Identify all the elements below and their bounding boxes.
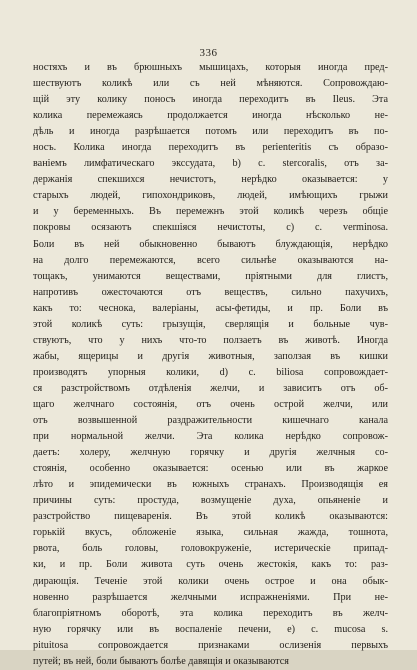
text-line: дирающія. Теченіе этой колики очень острое и она обык- xyxy=(33,575,388,587)
page-number: 336 xyxy=(199,47,218,59)
text-line: причины суть: простуда, возмущеніе духа, опьяненіе и xyxy=(33,495,388,507)
text-line: лѣто и эпидемически въ южныхъ странахъ. Производящія ея xyxy=(33,479,388,491)
text-line: производятъ упорныя колики, d) с. biliosa сопровождает- xyxy=(33,366,388,378)
text-line: благопріятномъ оборотѣ, эта колика переходитъ въ желч- xyxy=(33,607,388,619)
text-line: покровы осязаютъ спекшіяся нечистоты, c) с. verminosa. xyxy=(33,222,388,234)
text-line: и у беременныхъ. Въ перемежнъ этой коликѣ черезъ общіе xyxy=(33,206,388,218)
text-line: дѣль и иногда разрѣшается потомъ или переходитъ въ по- xyxy=(33,126,388,138)
text-line: стоянія, особенно оказывается: осенью или въ жаркое xyxy=(33,463,388,475)
text-line: при нормальной желчи. Эта колика нерѣдко сопровож- xyxy=(33,431,388,443)
text-line: держанія спекшихся нечистотъ, нерѣдко оказывается: у xyxy=(33,174,388,186)
text-line: ностяхъ и въ брюшныхъ мышицахъ, которыя иногда пред- xyxy=(33,62,388,73)
text-line: носъ. Колика иногда переходитъ въ perienteritis съ образо- xyxy=(33,142,388,154)
text-line: ствуютъ, что у нихъ что-то ползаетъ въ животѣ. Иногда xyxy=(33,334,388,346)
text-line: ваніемъ лимфатическаго экссудата, b) с. stercoralis, отъ за- xyxy=(33,158,388,170)
text-line: напротивъ ожесточаются отъ веществъ, сильно пахучихъ, xyxy=(33,286,388,298)
text-line: старыхъ людей, гипохондриковъ, людей, имѣющихъ грыжи xyxy=(33,190,388,202)
body-text xyxy=(33,60,388,670)
text-line: щаго желчнаго состоянія, отъ очень острой желчи, или xyxy=(33,398,388,410)
text-line: путей; въ ней, боли бываютъ болѣе давящія и оказываются xyxy=(33,655,289,667)
text-line: разстройство пищеваренія. Въ этой коликѣ оказываются: xyxy=(33,511,388,523)
text-line: отъ возвышенной раздражительности кишечнаго канала xyxy=(33,415,388,427)
text-line: ся разстройствомъ отдѣленія желчи, и зависитъ отъ об- xyxy=(33,382,388,394)
text-line: ную горячку или въ воспаленіе печени, е) с. mucosa s. xyxy=(33,623,388,635)
text-line: щій эту колику поносъ иногда переходитъ въ Ileus. Эта xyxy=(33,94,388,106)
text-line: рвота, боль головы, головокруженіе, истерическіе припад- xyxy=(33,543,388,555)
text-line: pituitosa сопровождается признаками ослизенія первыхъ xyxy=(33,639,388,651)
text-line: горькій вкусъ, обложеніе языка, сильная жажда, тошнота, xyxy=(33,527,388,539)
text-line: Боли въ ней обыкновенно бываютъ блуждающія, нерѣдко xyxy=(33,238,388,250)
text-line: жабы, ящерицы и другія животныя, заползая въ кишки xyxy=(33,350,388,362)
text-line: колика перемежаясь продолжается иногда нѣсколько не- xyxy=(33,110,388,122)
text-line: этой коликѣ суть: грызущія, сверлящія и больные чув- xyxy=(33,318,388,330)
text-line: новенно разрѣшается желчными испражненіями. При не- xyxy=(33,591,388,603)
text-line: ки, и пр. Боли живота суть очень жестокія, какъ то: раз- xyxy=(33,559,388,571)
text-line: даетъ: холеру, желчную горячку и другія желчныя со- xyxy=(33,447,388,459)
text-line: на долго перемежаются, всего сильнѣе оказываются на- xyxy=(33,254,388,266)
text-line: какъ то: чеснока, валеріаны, асы-фетиды, и пр. Боли въ xyxy=(33,302,388,314)
text-line: шествуютъ коликѣ или съ ней мѣняются. Сопровождаю- xyxy=(33,78,388,90)
text-line: тощакъ, унимаются веществами, пріятными для глистъ, xyxy=(33,270,388,282)
